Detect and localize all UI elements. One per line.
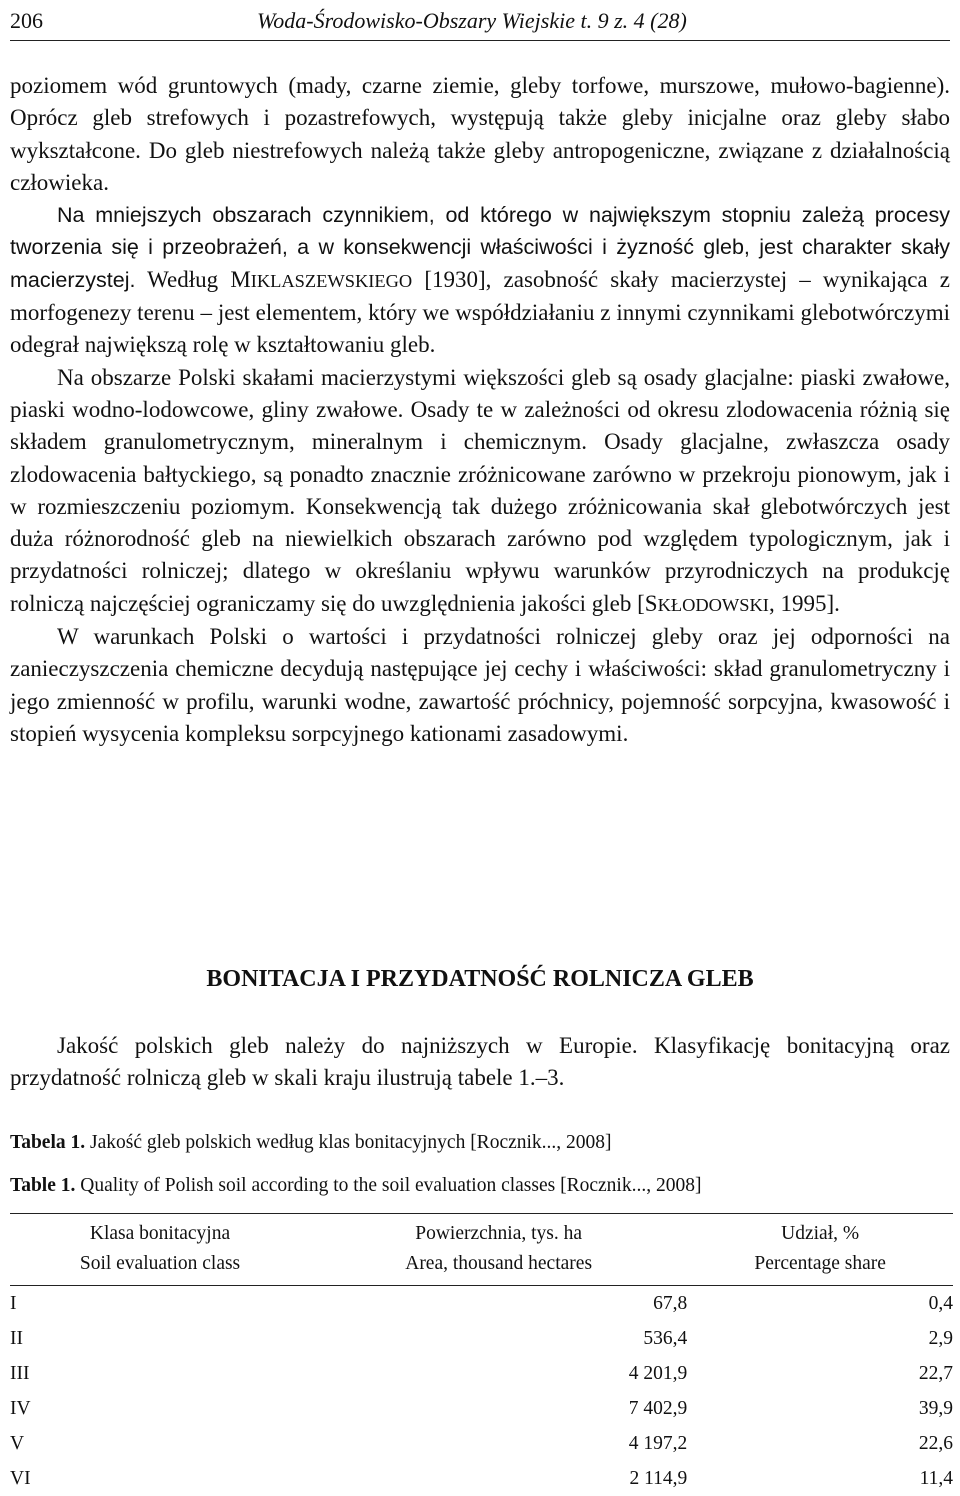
author-citation-initial: M — [230, 266, 251, 292]
cell-area: 2 114,9 — [629, 1467, 688, 1489]
paragraph-2-sans-text: Na mniejszych obszarach czynnikiem, od którego w największym stopniu zależą procesy tworzenia się i przeobrażeń, a w konsekwencji właściwości i żyzność gleb, jest charakter skały macierzystej. — [10, 203, 950, 292]
paragraph-2-continuation: [1930], zasobność skały macierzystej – wynikająca z morfogenezy terenu – jest elementem, który we współdziałaniu z innymi czynnikami glebotwórczymi odegrał największą rolę w kształtowaniu gleb. — [10, 266, 950, 358]
section-heading: BONITACJA I PRZYDATNOŚĆ ROLNICZA GLEB — [206, 966, 754, 992]
page-header — [10, 6, 950, 41]
table-caption-en-label: Table 1. — [10, 1175, 76, 1196]
cell-area: 67,8 — [653, 1292, 688, 1314]
table-header-row — [10, 1214, 953, 1286]
table-caption-pl — [10, 1132, 612, 1154]
main-text — [10, 70, 950, 750]
header-class-pl: Klasa bonitacyjna — [89, 1223, 231, 1244]
cell-area: 536,4 — [643, 1327, 688, 1349]
reference-year: , 1995]. — [768, 590, 840, 616]
cell-share: 22,6 — [918, 1432, 953, 1454]
cell-class: V — [10, 1432, 25, 1454]
section-intro — [10, 1030, 950, 1095]
journal-title: Woda-Środowisko-Obszary Wiejskie t. 9 z. 4 (28) — [257, 8, 687, 33]
cell-share: 0,4 — [928, 1292, 953, 1314]
cell-class: III — [10, 1362, 30, 1384]
paragraph-4: W warunkach Polski o wartości i przydatności rolniczej gleby oraz jej odporności na zanieczyszczenia chemiczne decydują następujące jej cechy i właściwości: skład granulometryczny i jego zmienność w profilu, warunki wodne, zawartość próchnicy, pojemność sorpcyjna, kwasowość i stopień wysycenia kompleksu sorpcyjnego kationami zasadowymi. — [10, 624, 950, 746]
header-area-pl: Powierzchnia, tys. ha — [415, 1223, 583, 1244]
page-number: 206 — [10, 8, 43, 33]
table-caption-pl-text: Jakość gleb polskich według klas bonitacyjnych [Rocznik..., 2008] — [85, 1132, 612, 1153]
paragraph-1: poziomem wód gruntowych (mady, czarne ziemie, gleby torfowe, murszowe, mułowo-bagienne). Oprócz gleb strefowych i pozastrefowych, występują także gleby inicjalne oraz gleby słabo wykształcone. Do gleb niestrefowych należą także gleby antropogeniczne, związane z działalnością człowieka. — [10, 73, 950, 195]
paragraph-2 — [10, 199, 950, 361]
table-caption-pl-label: Tabela 1. — [10, 1132, 86, 1153]
cell-class: I — [10, 1292, 17, 1314]
paragraph-2-text: Według — [135, 266, 231, 292]
author-citation-name: IKLASZEWSKIEGO — [250, 270, 413, 291]
reference-author-initial: S — [644, 590, 658, 616]
table-caption-en — [10, 1175, 701, 1197]
header-share-pl: Udział, % — [781, 1223, 860, 1244]
reference-author-name: KŁODOWSKI — [657, 594, 769, 615]
header-share-en: Percentage share — [754, 1253, 886, 1274]
cell-area: 7 402,9 — [628, 1397, 688, 1419]
header-share — [687, 1214, 953, 1286]
table-caption-en-text: Quality of Polish soil according to the soil evaluation classes [Rocznik..., 2008] — [75, 1175, 702, 1196]
header-class — [10, 1214, 310, 1286]
cell-area: 4 201,9 — [628, 1362, 688, 1384]
table-row — [10, 1321, 953, 1356]
paragraph-3-text: Na obszarze Polski skałami macierzystymi większości gleb są osady glacjalne: piaski zwałowe, piaski wodno-lodowcowe, gliny zwałowe. Osady te w zależności od okresu zlodowacenia różnią się składem granulometrycznym, mineralnym i chemicznym. Osady glacjalne, zwłaszcza osady zlodowacenia bałtyckiego, są ponadto znacznie zróżnicowane zarówno w przekroju pionowym, jak i w rozmieszczeniu poziomym. Konsekwencją tak dużego zróżnicowania skał glebotwórczych jest duża różnorodność gleb na niewielkich obszarach zarówno pod względem typologicznym, jak i przydatności rolniczej; dlatego w określaniu wpływu warunków przyrodniczych na produkcję rolniczą najczęściej ograniczamy się do uwzględnienia jakości gleb [ — [10, 364, 950, 616]
table-row — [10, 1356, 953, 1391]
cell-class: IV — [10, 1397, 31, 1419]
cell-class: VI — [10, 1467, 31, 1489]
table-row — [10, 1426, 953, 1461]
cell-share: 22,7 — [918, 1362, 953, 1384]
soil-quality-table — [10, 1213, 953, 1496]
table-row — [10, 1286, 953, 1322]
header-class-en: Soil evaluation class — [79, 1253, 241, 1274]
cell-share: 2,9 — [928, 1327, 953, 1349]
cell-share: 11,4 — [919, 1467, 953, 1489]
section-intro-paragraph: Jakość polskich gleb należy do najniższych w Europie. Klasyfikację bonitacyjną oraz przydatność rolniczą gleb w skali kraju ilustrują tabele 1.–3. — [10, 1033, 950, 1091]
paragraph-3 — [10, 362, 950, 621]
header-area-en: Area, thousand hectares — [405, 1253, 593, 1274]
header-area — [310, 1214, 687, 1286]
cell-area: 4 197,2 — [628, 1432, 688, 1454]
table-row — [10, 1461, 953, 1496]
cell-class: II — [10, 1327, 23, 1349]
table-row — [10, 1391, 953, 1426]
cell-share: 39,9 — [918, 1397, 953, 1419]
